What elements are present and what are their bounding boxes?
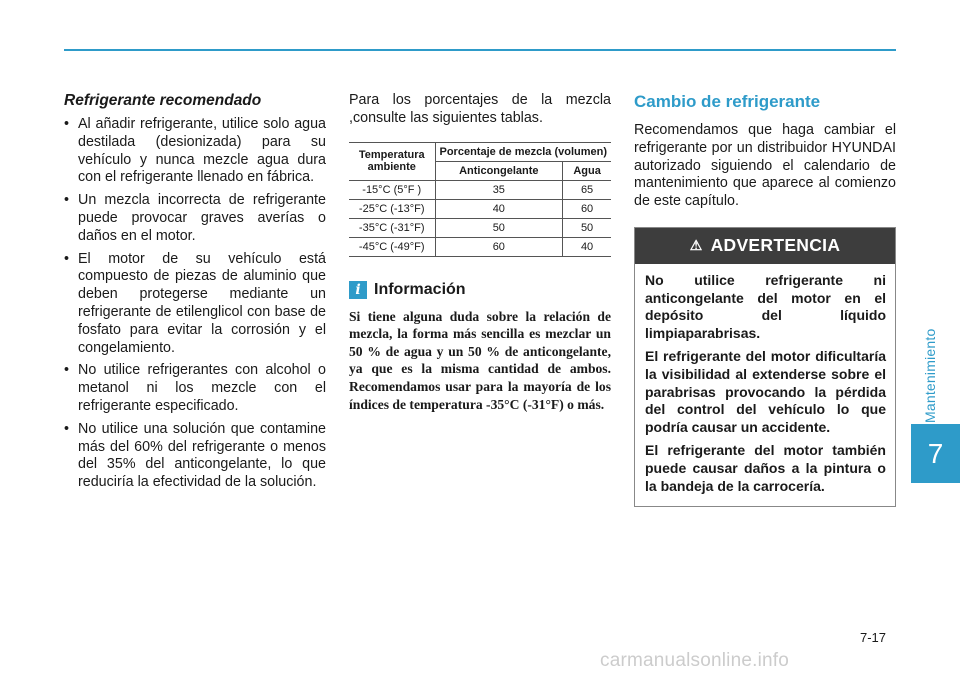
header-rule [64,49,896,51]
antifreeze-cell: 35 [435,180,563,199]
left-column [64,92,326,497]
table-row [349,237,611,256]
warning-paragraph: El refrigerante del motor también puede causar daños a la pintura o la bandeja de la carrocería. [645,442,886,494]
warning-paragraph: No utilice refrigerante ni anticongelante del motor en el depósito del líquido limpiaparabrisas. [645,271,886,341]
warning-box [634,227,896,507]
watermark: carmanualsonline.info [600,650,790,671]
chapter-tab-text: Mantenimiento [922,328,938,423]
water-cell: 60 [563,199,611,218]
mix-table [349,142,611,257]
antifreeze-cell: 40 [435,199,563,218]
bullet-item: • Un mezcla incorrecta de refrigerante puede provocar graves averías o daños en el motor. [64,192,326,245]
coolant-change-heading: Cambio de refrigerante [634,92,821,111]
warning-header [635,228,895,264]
bullet-item: • Al añadir refrigerante, utilice solo agua destilada (desionizada) para su vehículo y nunca mezcle agua dura con el refrigerante llenado en fábrica. [64,116,326,187]
bullet-item: • El motor de su vehículo está compuesto de piezas de aluminio que deben protegerse mediante un refrigerante de etilenglicol con base de fosfato para evitar la corrosión y el congelamiento. [64,251,326,358]
table-row [349,199,611,218]
water-cell: 40 [563,237,611,256]
coolant-change-text: Recomendamos que haga cambiar el refrigerante por un distribuidor HYUNDAI autorizado siguiendo el calendario de mantenimiento que aparece al comienzo de este capítulo. [634,122,896,210]
temp-cell: -35°C (-31°F) [358,221,425,234]
temp-cell: -15°C (5°F ) [362,183,422,196]
warning-title: ADVERTENCIA [710,235,841,256]
table-row [349,218,611,237]
table-row [349,180,611,199]
temp-cell: -45°C (-49°F) [358,240,425,253]
info-header [349,281,611,299]
warning-body [635,264,895,506]
chapter-number-box: 7 [911,424,960,483]
middle-column [349,92,611,413]
antifreeze-header: Anticongelante [435,161,563,180]
mix-intro-text: Para los porcentajes de la mezcla ,consulte las siguientes tablas. [349,92,611,126]
water-cell: 50 [563,218,611,237]
mix-header: Porcentaje de mezcla (volumen) [435,142,611,161]
antifreeze-cell: 50 [435,218,563,237]
antifreeze-cell: 60 [435,237,563,256]
temp-cell: -25°C (-13°F) [358,202,425,215]
warning-triangle-icon: ⚠ [689,237,703,254]
info-text: Si tiene alguna duda sobre la relación de mezcla, la forma más sencilla es mezclar un 50 % de agua y un 50 % de anticongelante, ya que es la misma cantidad de ambos. Recomendamos usar para la mayoría de los índices de temperatura -35°C (-31°F) o más. [349,308,611,412]
recommended-coolant-heading: Refrigerante recomendado [64,92,262,109]
bullet-item: • No utilice refrigerantes con alcohol o metanol ni los mezcle con el refrigerante especificado. [64,362,326,415]
info-icon: i [349,281,367,299]
info-title: Información [374,280,466,298]
water-cell: 65 [563,180,611,199]
coolant-bullet-list [64,116,326,492]
bullet-item: • No utilice una solución que contamine más del 60% del refrigerante o menos del 35% del anticongelante, lo que reduciría la efectividad de la solución. [64,421,326,492]
temp-header: Temperatura ambiente [358,149,425,174]
page-number: 7-17 [860,630,887,645]
water-header: Agua [563,161,611,180]
warning-paragraph: El refrigerante del motor dificultaría la visibilidad al extenderse sobre el parabrisas provocando la pérdida del control del vehículo lo que podría causar un accidente. [645,348,886,435]
right-column [634,92,896,507]
